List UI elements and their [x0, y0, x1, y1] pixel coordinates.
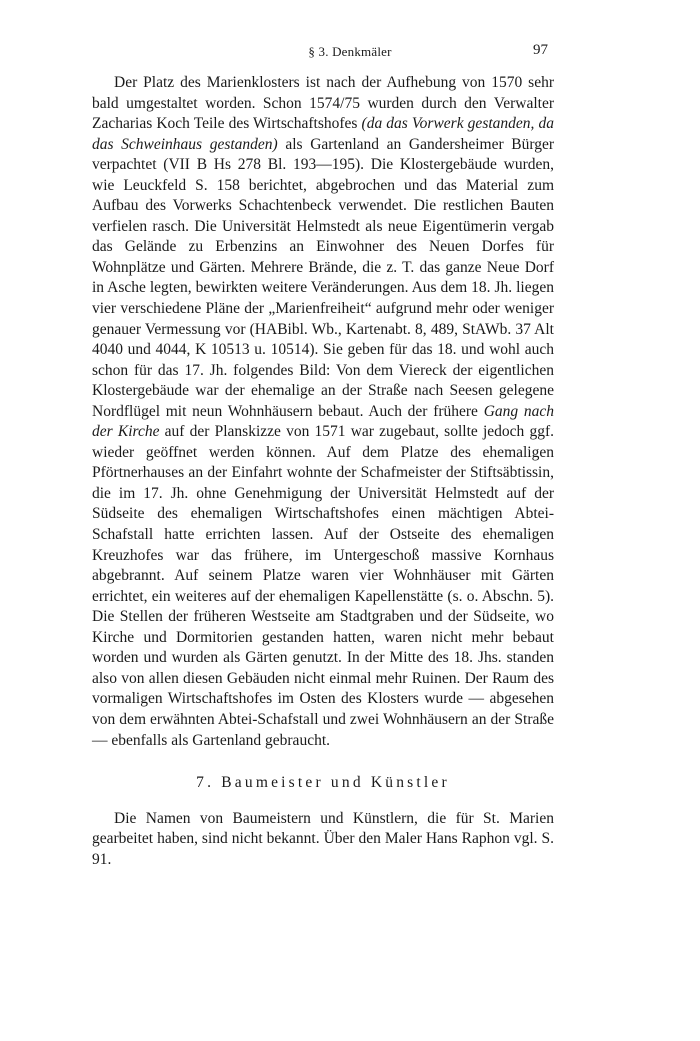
paragraph-text: als Gartenland an Gandersheimer Bürger verpachtet (VII B Hs 278 Bl. 193—195). Die Klostergebäude wurden, wie Leuckfeld S. 158 berichtet, abgebrochen und das Material zum Aufbau des Vorwerks Schachtenbeck verwendet. Die restlichen Bauten verfielen rasch. Die Universität Helmstedt als neue Eigentümerin vergab das Gelände zu Erbenzins an Einwohner des Neuen Dorfes für Wohnplätze und Gärten. Mehrere Brände, die z. T. das ganze Neue Dorf in Asche legten, bewirkten weitere Veränderungen. Aus dem 18. Jh. liegen vier verschiedene Pläne der „Marienfreiheit“ aufgrund mehr oder weniger genauer Vermessung vor (HABibl. Wb., Kartenabt. 8, 489, StAWb. 37 Alt 4040 und 4044, K 10513 u. 10514). Sie geben für das 18. und wohl auch schon für das 17. Jh. folgendes Bild: Von dem Viereck der eigentlichen Klostergebäude war der ehemalige an der Straße nach Seesen gelegene Nordflügel mit neun Wohnhäusern bebaut. Auch der frühere	[92, 135, 554, 420]
italic-quote: Gang nach der Kirche	[92, 402, 554, 441]
paragraph-baumeister: Die Namen von Baumeistern und Künstlern, die für St. Marien gearbeitet haben, sind nicht bekannt. Über den Maler Hans Raphon vgl. S. 91.	[92, 809, 554, 868]
paragraph-platz-des-marienklosters	[92, 73, 554, 751]
running-head: § 3. Denkmäler	[308, 44, 392, 59]
body-text	[92, 73, 554, 870]
paragraph-text: Der Platz des Marienklosters ist nach der Aufhebung von 1570 sehr bald umgestaltet worden. Schon 1574/75 wurden durch den Verwalter Zacharias Koch Teile des Wirtschaftshofes	[92, 74, 554, 133]
paragraph-text: auf der Planskizze von 1571 war zugebaut, sollte jedoch ggf. wieder geöffnet werden können. Auf dem Platze des ehemaligen Pförtnerhauses an der Einfahrt wohnte der Schafmeister der Stiftsäbtissin, die im 17. Jh. ohne Genehmigung der Universität Helmstedt auf der Südseite des ehemaligen Wirtschaftshofes einen mächtigen Abtei-Schafstall hatte errichten lassen. Auf der Ostseite des ehemaligen Kreuzhofes war das frühere, im Untergeschoß massive Kornhaus abgebrannt. Auf seinem Platze waren vier Wohnhäuser mit Gärten errichtet, ein weiteres auf der ehemaligen Kapellenstätte (s. o. Abschn. 5). Die Stellen der früheren Westseite am Stadtgraben und der Südseite, wo Kirche und Dormitorien gestanden hatten, waren nicht mehr bebaut worden und wurden als Gärten genutzt. In der Mitte des 18. Jhs. standen also von allen diesen Gebäuden nicht einmal mehr Ruinen. Der Raum des vormaligen Wirtschaftshofes im Osten des Klosters wurde — abgesehen von dem erwähnten Abtei-Schafstall und zwei Wohnhäusern an der Straße — ebenfalls als Gartenland gebraucht.	[92, 423, 554, 749]
page-number: 97	[533, 42, 548, 58]
page-header	[0, 44, 700, 64]
italic-quote: (da das Vorwerk gestanden, da das Schweinhaus gestanden)	[92, 115, 554, 153]
section-heading: 7. Baumeister und Künstler	[196, 774, 450, 792]
